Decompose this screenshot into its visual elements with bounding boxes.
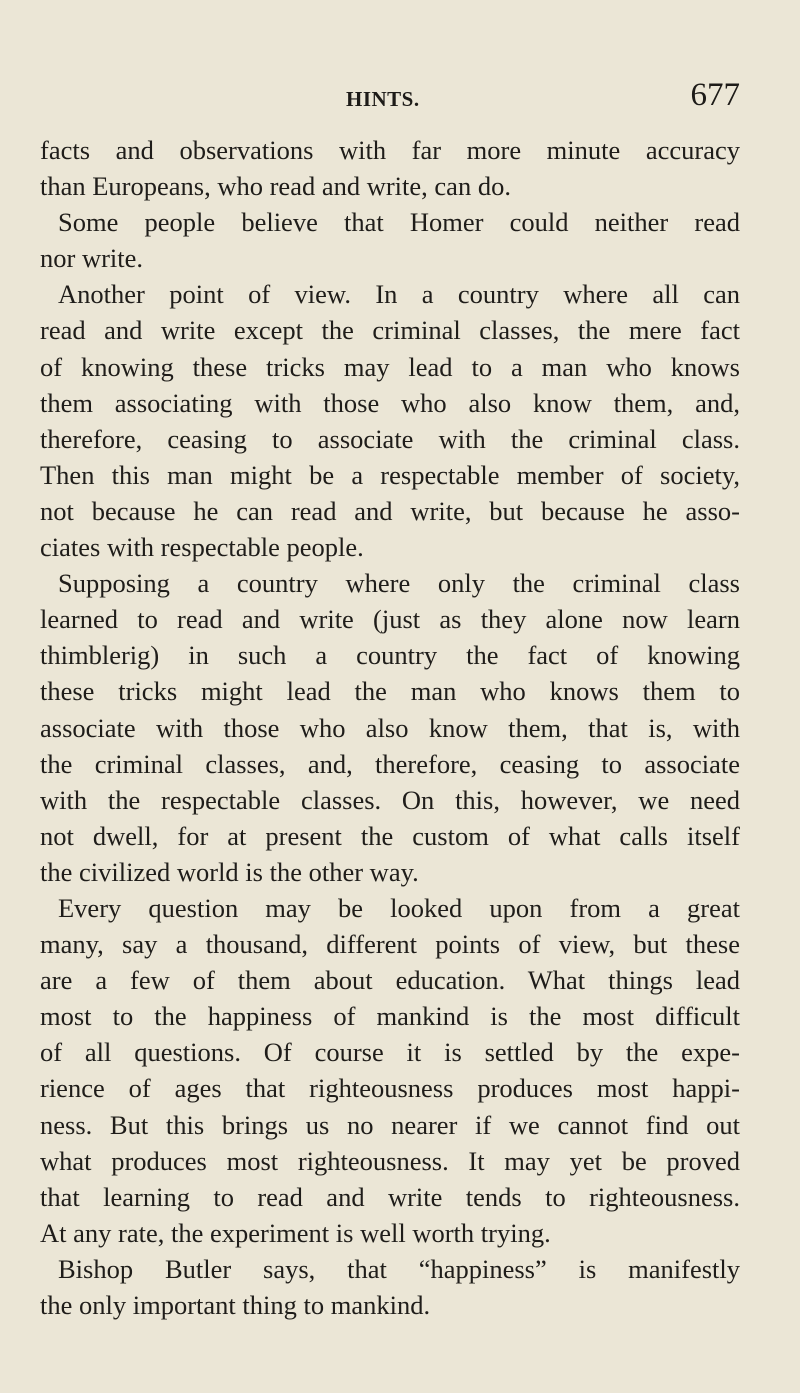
text-line: ness. But this brings us no nearer if we cannot find out [40,1109,740,1140]
page-number: 677 [690,77,740,113]
text-line: not dwell, for at present the custom of what calls itself [40,820,740,851]
text-line: therefore, ceasing to associate with the criminal class. [40,423,740,454]
running-head [40,75,740,115]
text-line: Another point of view. In a country where all can [58,279,740,310]
text-line: most to the happiness of mankind is the most difficult [40,1001,740,1032]
text-line: the criminal classes, and, therefore, ceasing to associate [40,748,740,779]
text-line: read and write except the criminal classes, the mere fact [40,315,740,346]
text-line: ciates with respectable people. [40,532,364,563]
text-line: associate with those who also know them, that is, with [40,712,740,743]
text-line: Bishop Butler says, that “happiness” is manifestly [58,1253,740,1284]
text-line: Some people believe that Homer could neither read [58,207,740,238]
running-title: HINTS. [346,87,420,111]
text-line: the only important thing to mankind. [40,1290,431,1320]
text-line: learned to read and write (just as they alone now learn [40,604,740,635]
text-line: are a few of them about education. What things lead [40,965,740,996]
text-line: what produces most righteousness. It may yet be proved [40,1145,740,1176]
text-line: them associating with those who also know them, and, [40,387,740,418]
text-line: of knowing these tricks may lead to a man who knows [40,351,740,382]
text-line: that learning to read and write tends to righteousness. [40,1181,740,1212]
text-line: thimblerig) in such a country the fact of knowing [40,640,740,671]
text-line: At any rate, the experiment is well worth trying. [40,1217,551,1248]
text-line: Supposing a country where only the criminal class [58,568,740,599]
text-line: not because he can read and write, but because he asso- [40,495,740,526]
text-line: with the respectable classes. On this, however, we need [40,784,740,815]
text-line: Every question may be looked upon from a great [58,892,740,923]
text-line: the civilized world is the other way. [40,856,419,887]
text-line: these tricks might lead the man who knows them to [40,676,740,707]
text-line: nor write. [40,243,144,274]
text-line: than Europeans, who read and write, can do. [40,171,511,202]
text-line: Then this man might be a respectable member of society, [40,459,740,490]
text-line: facts and observations with far more minute accuracy [40,135,740,165]
text-line: rience of ages that righteousness produces most happi- [40,1073,740,1104]
body-text [40,132,740,1323]
text-line: of all questions. Of course it is settled by the expe- [40,1037,740,1068]
text-line: many, say a thousand, different points of view, but these [40,929,740,960]
